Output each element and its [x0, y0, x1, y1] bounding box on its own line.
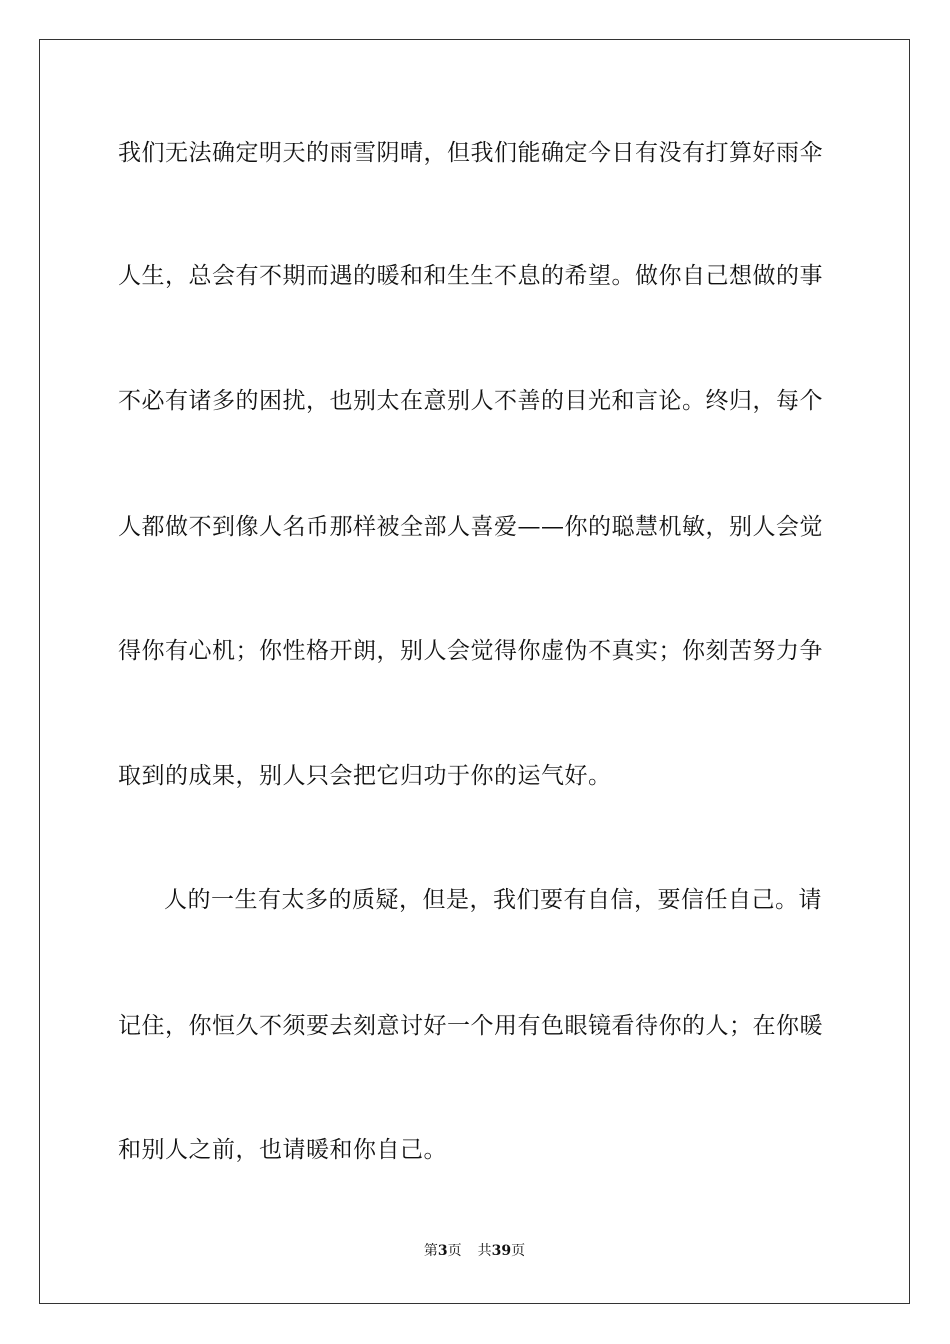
page-prefix: 第 — [423, 1243, 438, 1259]
paragraph-line: 人都做不到像人名币那样被全部人喜爱——你的聪慧机敏，别人会觉 — [118, 514, 823, 540]
page-suffix: 页 — [447, 1243, 462, 1259]
paragraph-line: 和别人之前，也请暖和你自己。 — [118, 1137, 447, 1163]
paragraph-line: 取到的成果，别人只会把它归功于你的运气好。 — [118, 763, 612, 789]
paragraph-line: 人生，总会有不期而遇的暖和和生生不息的希望。做你自己想做的事 — [118, 263, 823, 289]
page-number: 3 — [437, 1243, 448, 1259]
total-suffix: 页 — [511, 1243, 526, 1259]
paragraph-line: 不必有诸多的困扰，也别太在意别人不善的目光和言论。终归，每个 — [118, 388, 823, 414]
paragraph-line: 我们无法确定明天的雨雪阴晴，但我们能确定今日有没有打算好雨伞 — [118, 140, 823, 166]
total-pages: 39 — [491, 1243, 512, 1259]
page-footer — [40, 1240, 909, 1260]
paragraph-line: 得你有心机；你性格开朗，别人会觉得你虚伪不真实；你刻苦努力争 — [118, 638, 823, 664]
document-page — [39, 39, 910, 1304]
paragraph-line: 记住，你恒久不须要去刻意讨好一个用有色眼镜看待你的人；在你暖 — [118, 1013, 823, 1039]
paragraph-line: 人的一生有太多的质疑，但是，我们要有自信，要信任自己。请 — [164, 887, 822, 913]
total-prefix: 共 — [477, 1243, 492, 1259]
